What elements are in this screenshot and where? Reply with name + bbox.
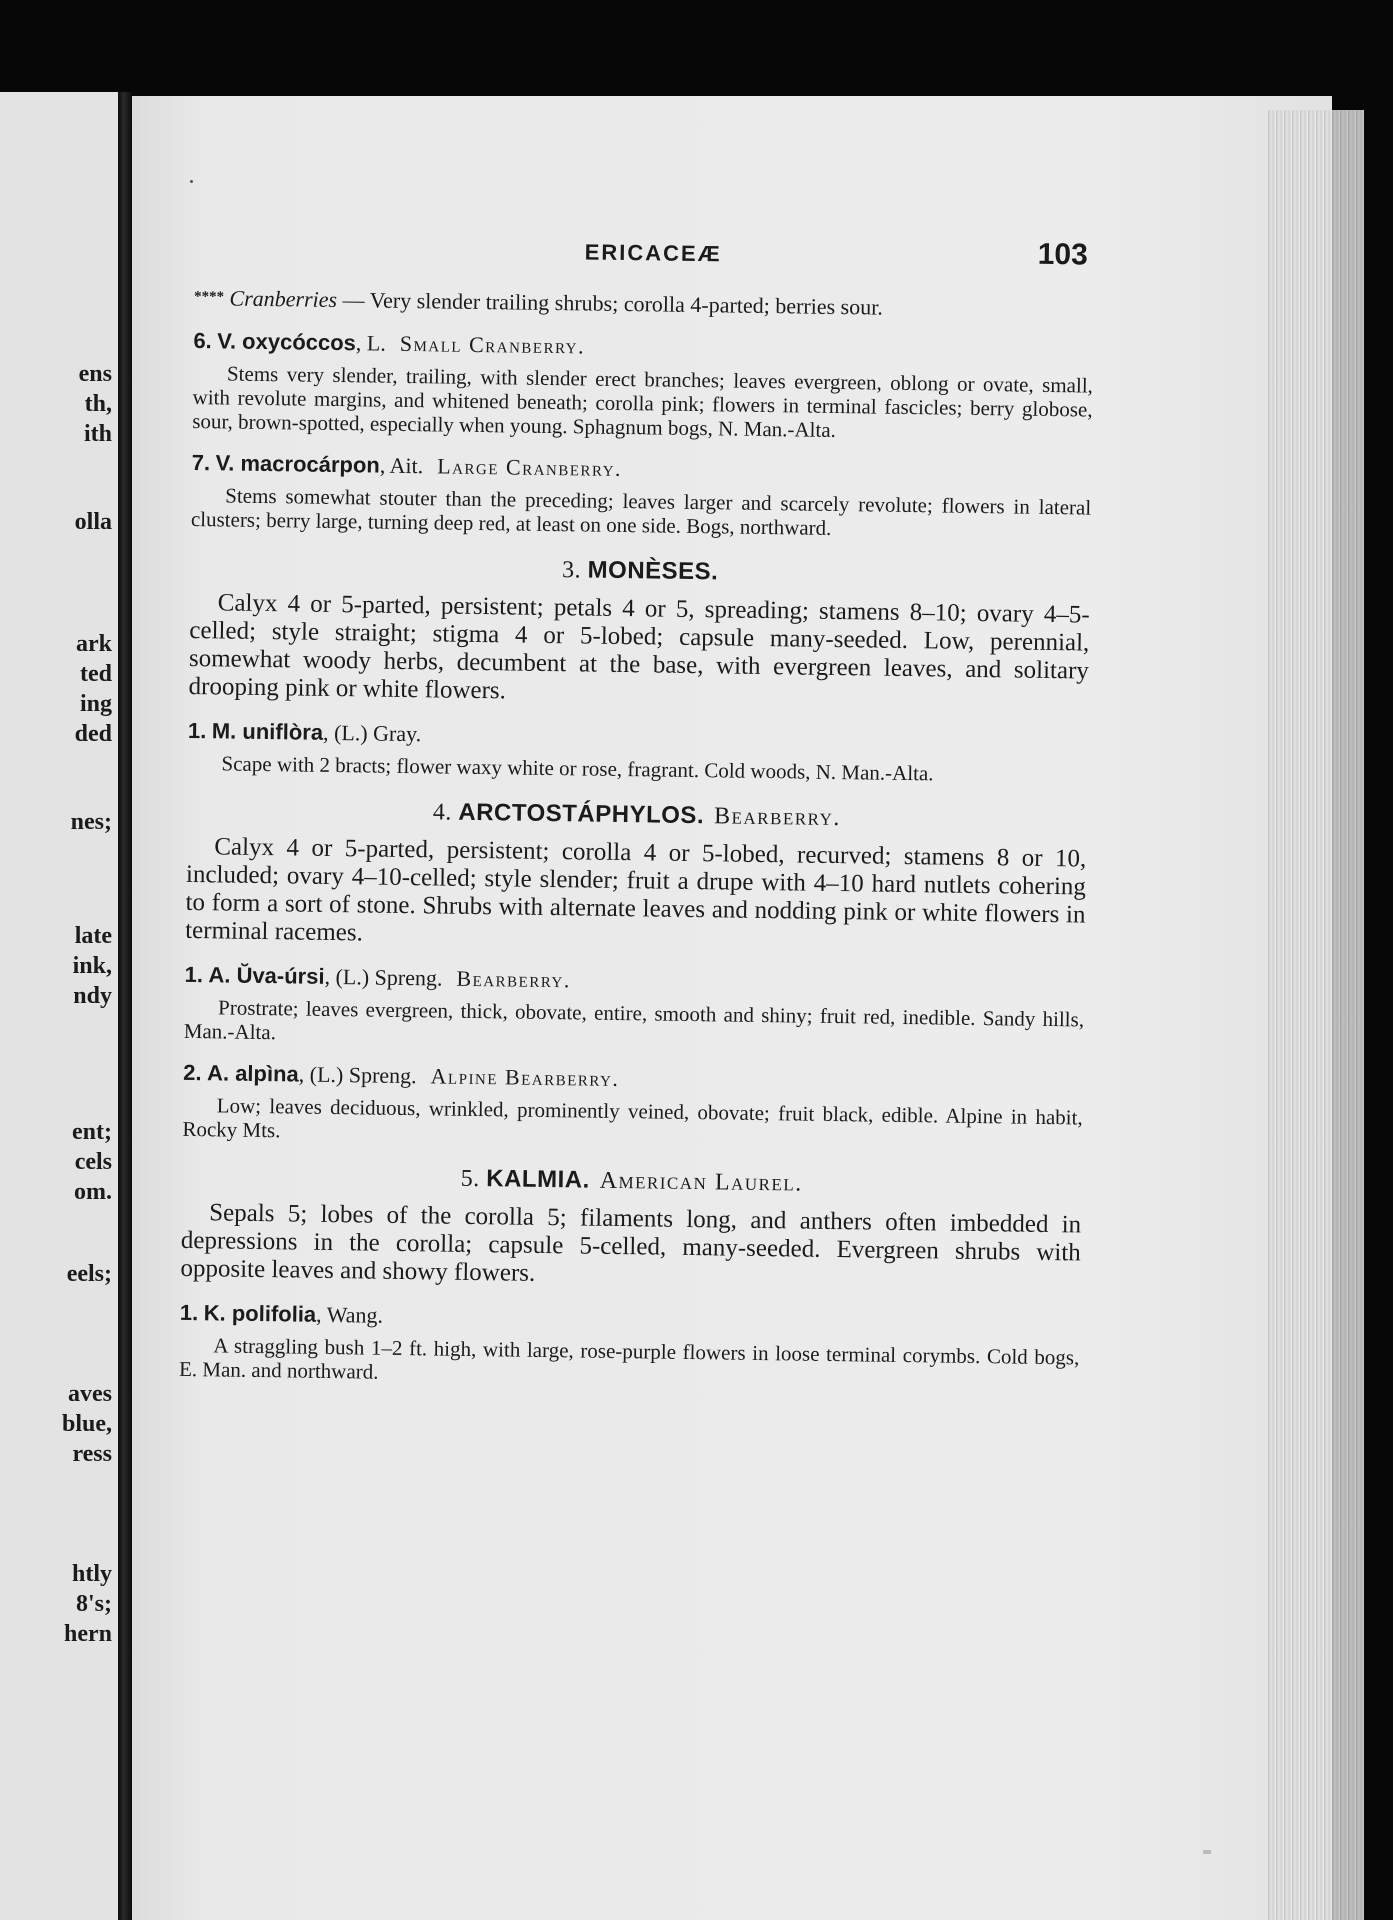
species-description: Scape with 2 bracts; flower waxy white or rose, fragrant. Cold woods, N. Man.-Alta.	[221, 751, 934, 786]
left-page-fragment: eels;	[66, 1261, 112, 1287]
left-page-fragment: htly	[71, 1561, 112, 1587]
species-entry	[187, 717, 1088, 788]
left-page-fragment: ent;	[72, 1119, 112, 1145]
page-edge-stack	[1268, 110, 1364, 1920]
group-title: Cranberries	[229, 285, 338, 312]
genus-heading	[187, 795, 1087, 836]
species-description: Prostrate; leaves evergreen, thick, obovate, entire, smooth and shiny; fruit red, inedible. Sandy hills, Man.-Alta.	[183, 995, 1085, 1045]
species-name: V. oxycóccos	[217, 328, 357, 356]
genus-section	[188, 551, 1090, 714]
previous-page	[0, 92, 118, 1920]
genus-description: Calyx 4 or 5-parted, persistent; corolla 4 or 5-lobed, recurved; stamens 8 or 10, included; ovary 4–10-celled; style slender; fruit a drupe with 4–10 hard nutlets cohering to form a sort of stone. Shrubs with alternate leaves and nodding pink or white flowers in terminal racemes.	[185, 833, 1087, 947]
species-description: Stems somewhat stouter than the preceding; leaves larger and scarcely revolute; flowers in lateral clusters; berry large, turning deep red, at least on one side. Bogs, northward.	[190, 483, 1092, 540]
species-heading	[193, 327, 1093, 368]
left-page-fragment: ted	[80, 661, 112, 687]
entry-number: 7.	[191, 449, 211, 476]
species-authority: , Wang.	[315, 1301, 384, 1328]
species-name: V. macrocárpon	[215, 450, 381, 478]
entry-number: 1.	[187, 717, 207, 744]
species-heading	[183, 1059, 1083, 1100]
species-authority: , (L.) Gray.	[322, 719, 422, 747]
speck	[1203, 1850, 1211, 1854]
left-page-fragment: blue,	[61, 1411, 112, 1437]
species-authority: , (L.) Spreng.	[324, 963, 443, 991]
genus-section	[180, 1161, 1082, 1296]
species-entry	[184, 961, 1085, 1056]
genus-description: Calyx 4 or 5-parted, persistent; petals 4 or 5, spreading; stamens 8–10; ovary 4–5-celled; style straight; stigma 4 or 5-lobed; capsule many-seeded. Low, perennial, somewhat woody herbs, decumbent at the base, with evergreen leaves, and solitary drooping pink or white flowers.	[188, 589, 1090, 705]
left-page-fragment: ark	[76, 631, 112, 657]
common-name: Bearberry.	[456, 965, 572, 993]
genus-heading	[190, 551, 1090, 592]
common-name: Large Cranberry.	[437, 453, 623, 481]
common-name: Small Cranberry.	[399, 330, 586, 359]
speck	[190, 180, 193, 183]
species-heading	[184, 961, 1084, 1002]
book-gutter	[118, 92, 132, 1920]
genus-description: Sepals 5; lobes of the corolla 5; filaments long, and anthers often imbedded in depressions in the corolla; capsule 5-celled, many-seeded. Evergreen shrubs with opposite leaves and showy flowers.	[180, 1199, 1082, 1287]
page-number: 103	[1037, 237, 1089, 272]
entry-number: 1.	[184, 961, 204, 988]
entry-number: 4.	[432, 799, 453, 826]
left-page-fragment: hern	[64, 1621, 112, 1647]
species-name: K. polifolia	[203, 1300, 317, 1327]
species-description: Stems very slender, trailing, with slender erect branches; leaves evergreen, oblong or ovate, small, with revolute margins, and whitened beneath; corolla pink; flowers in terminal fascicles; berry globose, sour, brown-spotted, especially when young. Sphagnum bogs, N. Man.-Alta.	[192, 361, 1094, 442]
entry-number: 6.	[193, 327, 212, 354]
species-name: M. uniflòra	[211, 718, 324, 745]
left-page-fragment: late	[74, 923, 112, 949]
species-authority: , Ait.	[379, 452, 424, 479]
left-page-fragment: cels	[74, 1149, 112, 1175]
species-entry	[182, 1059, 1083, 1154]
species-entry	[179, 1299, 1080, 1394]
left-page-fragment: ink,	[72, 953, 112, 979]
left-page-fragment: olla	[74, 509, 112, 535]
left-page-fragment: ith	[83, 421, 112, 447]
species-entry	[192, 327, 1093, 446]
group-text: — Very slender trailing shrubs; corolla 4-parted; berries sour.	[336, 286, 883, 320]
genus-name: KALMIA.	[486, 1165, 590, 1194]
left-page-fragment: ded	[74, 721, 112, 747]
page-content	[179, 228, 1095, 1393]
species-description: Low; leaves deciduous, wrinkled, prominently veined, obovate; fruit black, edible. Alpine in habit, Rocky Mts.	[182, 1093, 1083, 1143]
species-description: A straggling bush 1–2 ft. high, with large, rose-purple flowers in loose terminal corymbs. Cold bogs, E. Man. and northward.	[178, 1333, 1080, 1384]
species-heading	[192, 449, 1092, 490]
genus-name: MONÈSES.	[587, 556, 719, 586]
left-page-fragment: th,	[84, 391, 112, 417]
species-entry	[191, 449, 1092, 544]
running-head: ERICACEÆ	[584, 239, 722, 267]
genus-section	[185, 795, 1087, 958]
species-authority: , (L.) Spreng.	[298, 1061, 417, 1089]
species-heading	[180, 1299, 1080, 1340]
group-stars: ****	[193, 288, 225, 306]
left-page-fragment: ens	[78, 361, 112, 387]
common-name: Bearberry.	[713, 803, 842, 832]
sections	[179, 327, 1094, 1393]
left-page-fragment: 8's;	[76, 1591, 112, 1617]
entry-number: 2.	[183, 1059, 202, 1086]
left-page-fragment: nes;	[70, 809, 112, 835]
species-name: A. Ŭva-úrsi	[208, 962, 325, 989]
left-page-fragment: ress	[72, 1441, 112, 1467]
common-name: Alpine Bearberry.	[430, 1063, 620, 1092]
common-name: American Laurel.	[599, 1167, 803, 1197]
left-page-fragment: ing	[79, 691, 112, 717]
species-authority: , L.	[355, 330, 387, 356]
genus-name: ARCTOSTÁPHYLOS.	[458, 798, 705, 830]
entry-number: 1.	[179, 1299, 199, 1326]
left-page-fragment: ndy	[73, 983, 112, 1009]
left-page-fragment: aves	[68, 1381, 112, 1407]
species-heading	[188, 717, 1088, 758]
genus-heading	[182, 1161, 1082, 1202]
species-name: A. alpìna	[206, 1060, 299, 1087]
entry-number: 5.	[460, 1165, 480, 1193]
entry-number: 3.	[561, 557, 582, 584]
left-page-fragment: om.	[74, 1179, 112, 1205]
